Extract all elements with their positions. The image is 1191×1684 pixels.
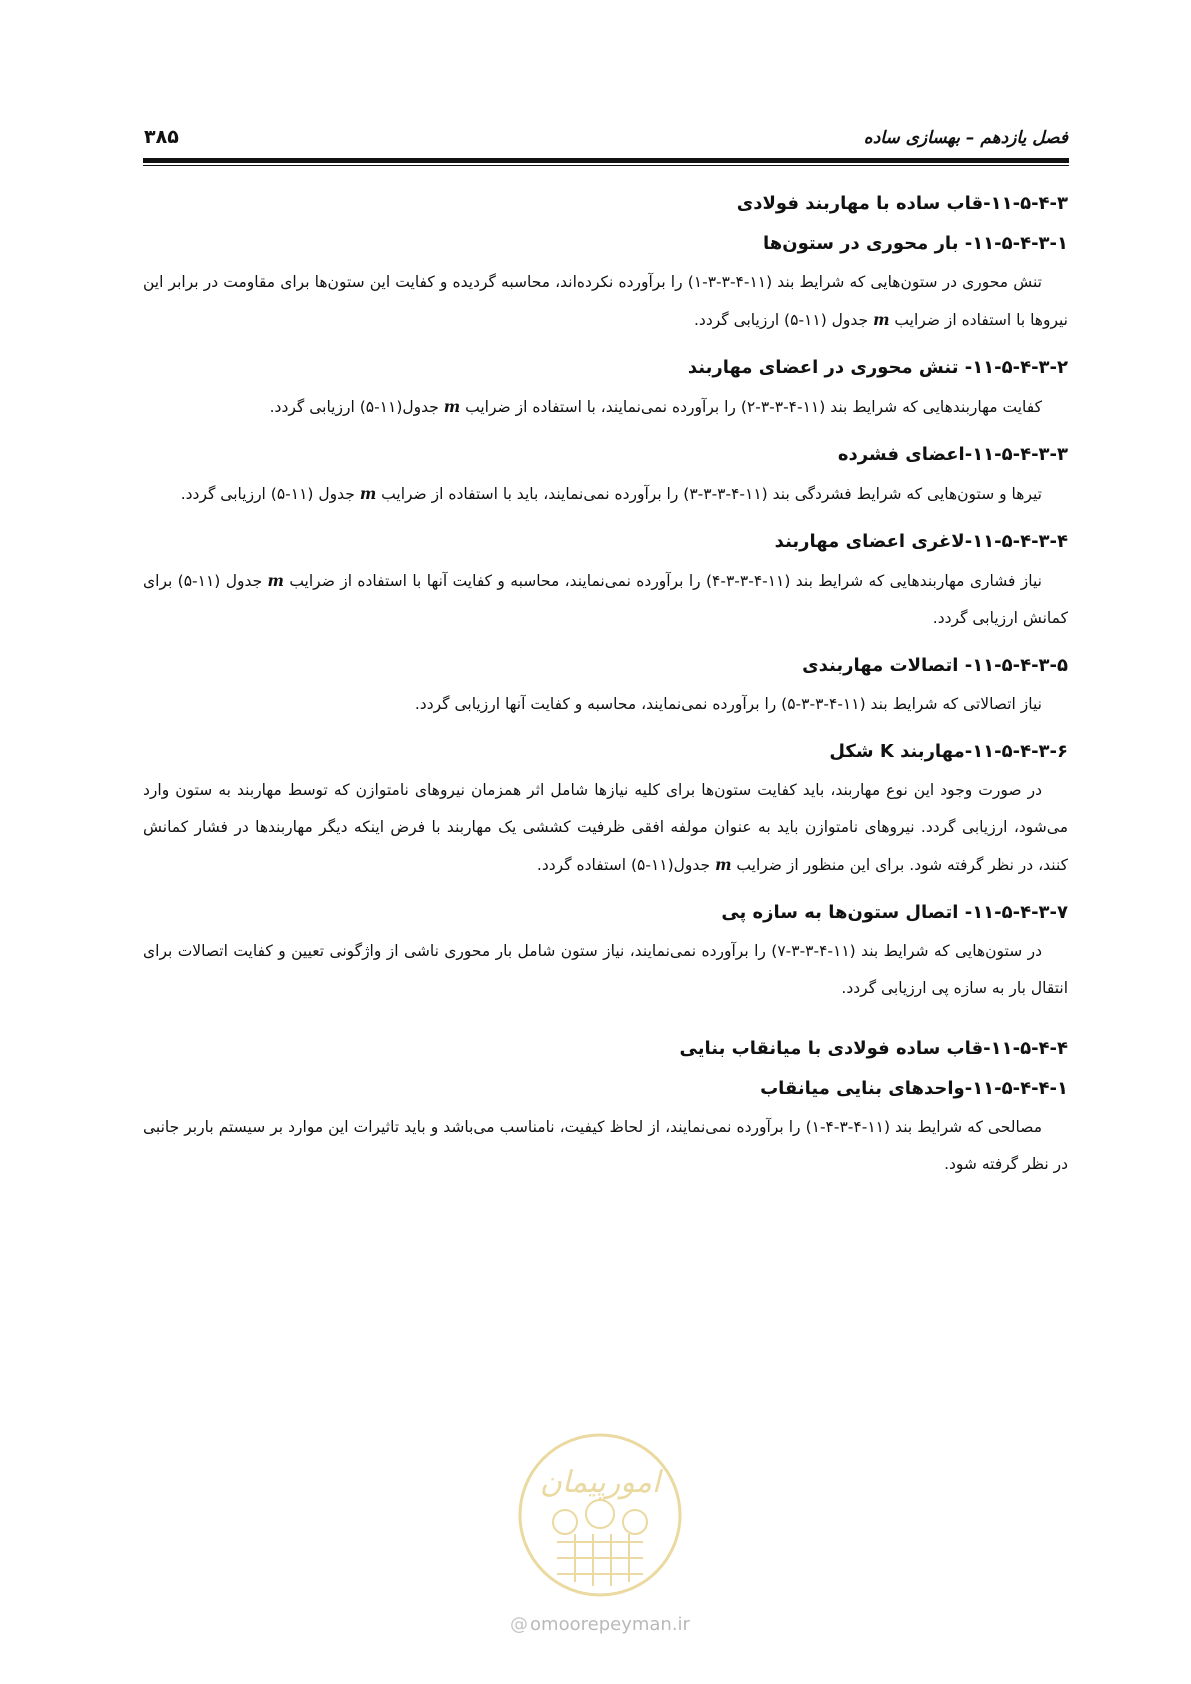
body-paragraph: نیاز اتصالاتی که شرایط بند (۱۱-۴-۳-۳-۵) را برآورده نمی‌نمایند، محاسبه و کفایت آنها ارزیابی گردد. (414, 695, 1042, 713)
watermark-caption: @ omoorepeyman.ir (510, 1614, 690, 1635)
watermark-logo (515, 1430, 685, 1600)
chapter-title: فصل یازدهم – بهسازی ساده (863, 128, 1068, 148)
at-icon: @ (510, 1614, 529, 1635)
body-paragraph: مصالحی که شرایط بند (۱۱-۴-۳-۴-۱) را برآورده نمی‌نمایند، از لحاظ کیفیت، نامناسب می‌باشد و باید تاثیرات این موارد بر سیستم باربر جانبی در نظر گرفته شود. (143, 1118, 1068, 1173)
section-heading: ۱۱-۵-۴-۳-۷- اتصال ستون‌ها به سازه پی (721, 902, 1068, 923)
page-number: ۳۸۵ (144, 126, 179, 148)
section-heading: ۱۱-۵-۴-۳-۳-اعضای فشرده (837, 444, 1068, 465)
section-heading: ۱۱-۵-۴-۳-۵- اتصالات مهاربندی (802, 655, 1068, 676)
section-heading: ۱۱-۵-۴-۳-قاب ساده با مهاربند فولادی (736, 193, 1068, 214)
section-heading: ۱۱-۵-۴-۴-۱-واحدهای بنایی میانقاب (760, 1078, 1068, 1099)
header-rule-thin (143, 165, 1069, 166)
m-factor-symbol: m (715, 855, 732, 874)
section-heading: ۱۱-۵-۴-۴-قاب ساده فولادی با میانقاب بنایی (679, 1038, 1068, 1059)
watermark (490, 1430, 710, 1635)
section-heading: ۱۱-۵-۴-۳-۴-لاغری اعضای مهاربند (774, 531, 1068, 552)
logo-text: امورپیمان (539, 1465, 661, 1500)
body-paragraph: تیرها و ستون‌هایی که شرایط فشردگی بند (۱۱-۴-۳-۳-۳) را برآورده نمی‌نمایند، باید با استفاده از ضرایب m جدول (۱۱-۵) ارزیابی گردد. (180, 484, 1042, 503)
section-heading: ۱۱-۵-۴-۳-۲- تنش محوری در اعضای مهاربند (687, 357, 1068, 378)
body-paragraph: در ستون‌هایی که شرایط بند (۱۱-۴-۳-۳-۷) را برآورده نمی‌نمایند، نیاز ستون شامل بار محوری ناشی از واژگونی تعیین و کفایت اتصالات برای انتقال بار به سازه پی ارزیابی گردد. (143, 942, 1068, 997)
content (143, 184, 1068, 1183)
m-factor-symbol: m (267, 571, 284, 590)
m-factor-symbol: m (873, 310, 890, 329)
section-heading: ۱۱-۵-۴-۳-۶-مهاربند K شکل (829, 741, 1068, 762)
body-paragraph: در صورت وجود این نوع مهاربند، باید کفایت ستون‌ها برای کلیه نیازها شامل اثر همزمان نیروهای نامتوازن که توسط مهاربند به ستون وارد می‌شود، ارزیابی گردد. نیروهای نامتوازن باید به عنوان مولفه افقی ظرفیت کششی یک مهاربند با فرض اینکه دیگر مهاربندها در فشار کمانش کنند، در نظر گرفته شود. برای این منظور از ضرایب m جدول(۱۱-۵) استفاده گردد. (143, 781, 1068, 874)
running-header (144, 126, 1068, 148)
body-paragraph: نیاز فشاری مهاربندهایی که شرایط بند (۱۱-۴-۳-۳-۴) را برآورده نمی‌نمایند، محاسبه و کفایت آنها با استفاده از ضرایب m جدول (۱۱-۵) برای کمانش ارزیابی گردد. (143, 571, 1068, 627)
m-factor-symbol: m (359, 484, 377, 503)
body-paragraph: تنش محوری در ستون‌هایی که شرایط بند (۱۱-۴-۳-۳-۱) را برآورده نکرده‌اند، محاسبه گردیده و کفایت این ستون‌ها برای مقاومت در برابر این نیروها با استفاده از ضرایب m جدول (۱۱-۵) ارزیابی گردد. (143, 273, 1068, 329)
m-factor-symbol: m (443, 397, 461, 416)
section-heading: ۱۱-۵-۴-۳-۱- بار محوری در ستون‌ها (762, 233, 1068, 254)
body-paragraph: کفایت مهاربندهایی که شرایط بند (۱۱-۴-۳-۳-۲) را برآورده نمی‌نمایند، با استفاده از ضرایب m جدول(۱۱-۵) ارزیابی گردد. (269, 397, 1042, 416)
header-rule-thick (143, 158, 1069, 163)
